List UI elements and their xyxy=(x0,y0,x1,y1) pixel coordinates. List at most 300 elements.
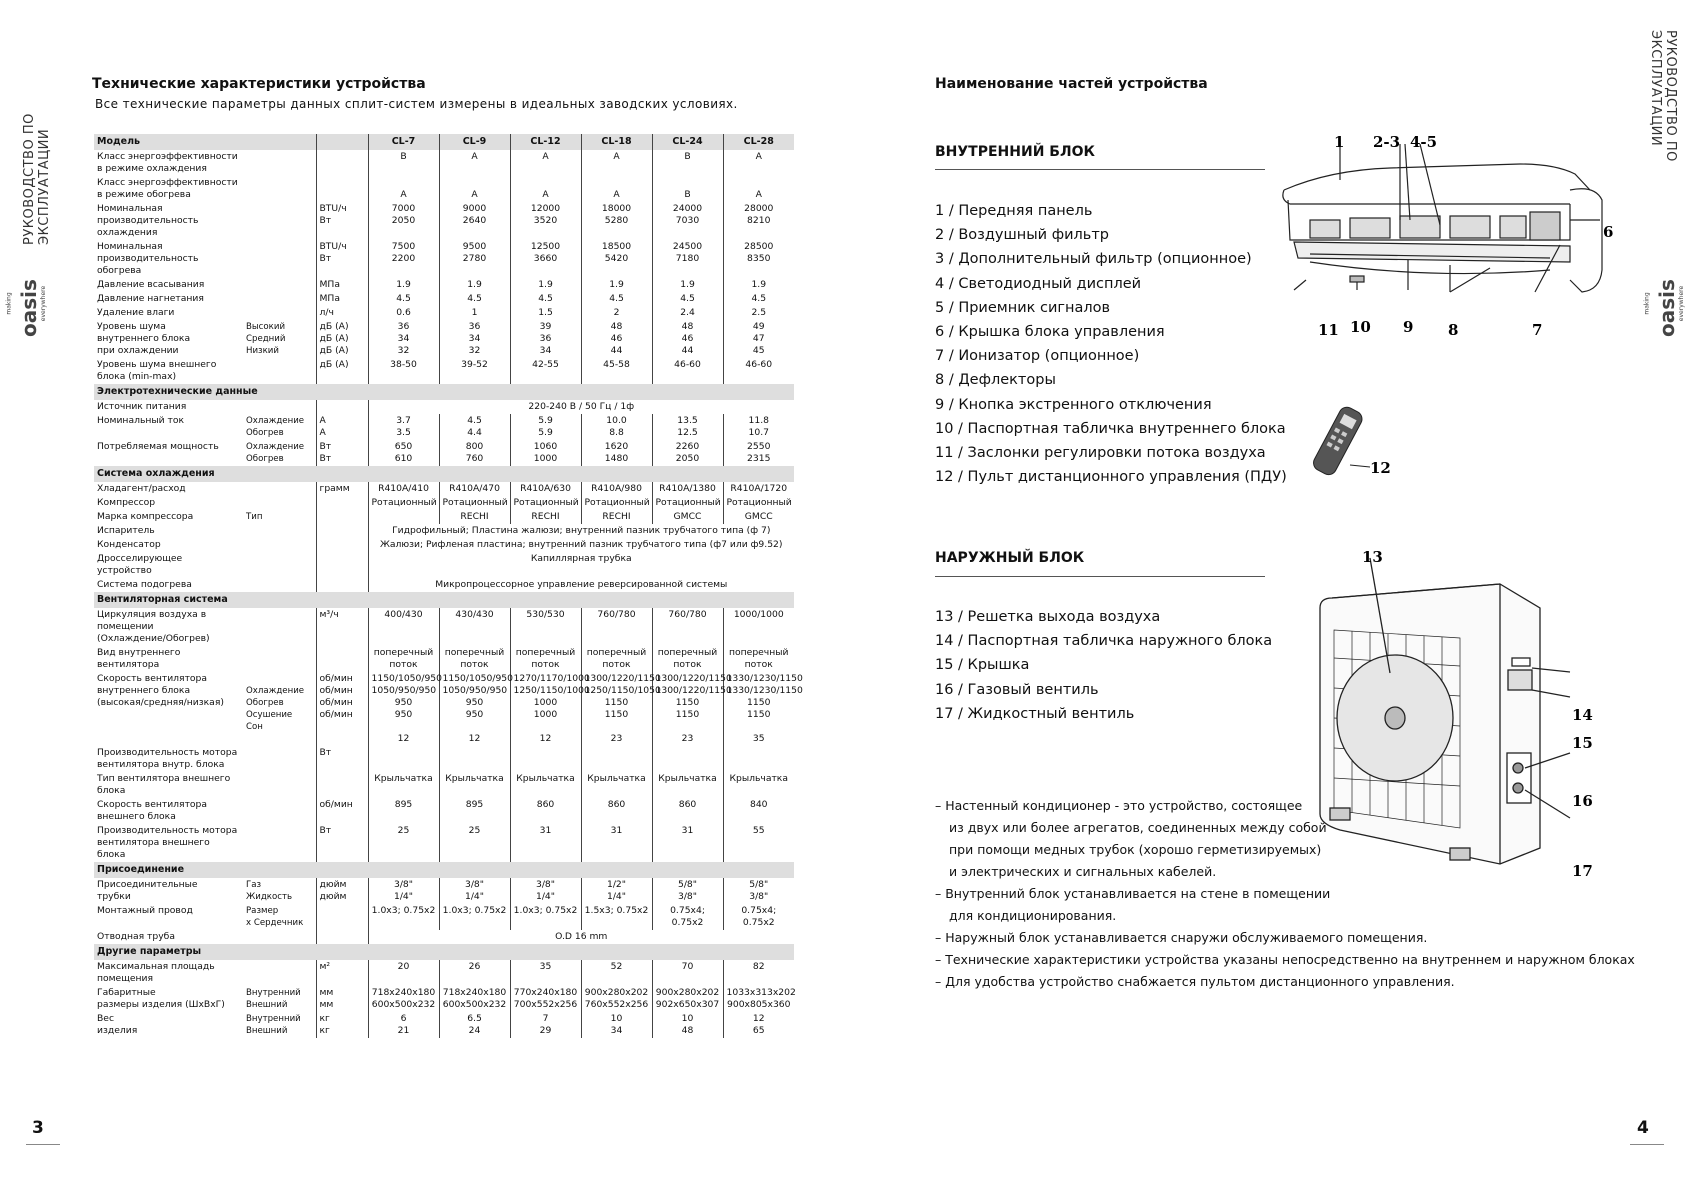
row-label: Монтажный провод xyxy=(97,905,193,916)
section-label: Электротехнические данные xyxy=(94,384,794,400)
indoor-unit-diagram xyxy=(1270,130,1640,345)
row-unit: BTU/ч Вт xyxy=(316,240,368,278)
row-value: A xyxy=(510,176,581,202)
row-value: RECHI xyxy=(439,510,510,524)
row-value: 10 48 xyxy=(652,1012,723,1038)
row-span-value: 220-240 В / 50 Гц / 1ф xyxy=(368,400,794,414)
row-label: Номинальная производительность охлаждения xyxy=(97,203,199,238)
row-sublabel xyxy=(242,746,316,772)
row-value: поперечный поток xyxy=(723,646,794,672)
row-value: A xyxy=(723,150,794,176)
row-label: Вес изделия xyxy=(97,1013,138,1036)
table-row xyxy=(94,278,794,292)
spec-table xyxy=(94,134,803,1038)
indoor-part-item: 12 / Пульт дистанционного управления (ПДУ) xyxy=(935,469,1287,486)
table-row xyxy=(94,798,794,824)
header-model: CL-12 xyxy=(510,134,581,150)
row-value: 9500 2780 xyxy=(439,240,510,278)
row-value: 28000 8210 xyxy=(723,202,794,240)
table-row xyxy=(94,672,794,746)
row-value: 860 xyxy=(510,798,581,824)
table-row xyxy=(94,930,794,944)
row-value: 11.8 10.7 xyxy=(723,414,794,440)
table-row xyxy=(94,202,794,240)
row-value: 1620 1480 xyxy=(581,440,652,466)
row-unit: Вт xyxy=(316,824,368,862)
row-label: Максимальная площадь помещения xyxy=(97,961,215,984)
row-value: A xyxy=(581,176,652,202)
row-unit: грамм xyxy=(316,482,368,496)
row-value: 70 xyxy=(652,960,723,986)
header-unit xyxy=(316,134,368,150)
row-value: 1.5 xyxy=(510,306,581,320)
row-label: Номинальный ток xyxy=(97,415,185,426)
row-value: GMCC xyxy=(652,510,723,524)
row-value: 4.5 xyxy=(368,292,439,306)
outdoor-part-item: 14 / Паспортная табличка наружного блока xyxy=(935,633,1273,650)
row-value: 1/2" 1/4" xyxy=(581,878,652,904)
row-value: Ротационный xyxy=(581,496,652,510)
row-value: 6.5 24 xyxy=(439,1012,510,1038)
row-sublabel: Охлаждение Обогрев xyxy=(246,416,305,438)
table-row xyxy=(94,746,794,772)
section-label: Присоединение xyxy=(94,862,794,878)
row-value: 1.0x3; 0.75x2 xyxy=(510,904,581,930)
table-section-row xyxy=(94,384,794,400)
logo-top: making xyxy=(1643,292,1651,315)
row-label: Уровень шума внутреннего блока при охлаждении xyxy=(97,321,191,356)
row-label: Дросселирующее устройство xyxy=(97,553,183,576)
callout-6: 6 xyxy=(1603,223,1614,241)
row-unit xyxy=(316,578,368,592)
row-unit: об/мин об/мин об/мин об/мин xyxy=(316,672,368,746)
logo-bottom: everywhere xyxy=(40,285,48,322)
row-value: 760/780 xyxy=(652,608,723,646)
table-row xyxy=(94,400,794,414)
row-unit xyxy=(316,400,368,414)
indoor-part-item: 7 / Ионизатор (опционное) xyxy=(935,348,1140,365)
row-label: Марка компрессора xyxy=(97,511,194,522)
indoor-part-item: 4 / Светодиодный дисплей xyxy=(935,275,1142,292)
callout-17: 17 xyxy=(1572,862,1593,880)
row-value: A xyxy=(510,150,581,176)
row-value: 1.0x3; 0.75x2 xyxy=(439,904,510,930)
row-sublabel xyxy=(242,202,316,240)
row-value: 12500 3660 xyxy=(510,240,581,278)
outdoor-heading-rule xyxy=(935,576,1265,577)
row-value: 13.5 12.5 xyxy=(652,414,723,440)
table-row xyxy=(94,320,794,358)
row-value: A xyxy=(439,176,510,202)
section-label: Система охлаждения xyxy=(94,466,794,482)
row-value: 860 xyxy=(652,798,723,824)
row-value: 2.4 xyxy=(652,306,723,320)
outdoor-heading: НАРУЖНЫЙ БЛОК xyxy=(935,550,1085,566)
table-section-row xyxy=(94,944,794,960)
row-sublabel xyxy=(242,292,316,306)
row-unit: А А xyxy=(316,414,368,440)
table-row xyxy=(94,306,794,320)
row-value: 24000 7030 xyxy=(652,202,723,240)
row-sublabel xyxy=(242,608,316,646)
row-value: 895 xyxy=(439,798,510,824)
header-model: CL-24 xyxy=(652,134,723,150)
row-value: 0.75x4; 0.75x2 xyxy=(652,904,723,930)
row-value: 4.5 xyxy=(652,292,723,306)
logo-main: oasis xyxy=(1654,279,1679,337)
row-value: 12 65 xyxy=(723,1012,794,1038)
row-value xyxy=(368,746,439,772)
row-label: Производительность мотора вентилятора внешнего блока xyxy=(97,825,238,860)
row-label: Испаритель xyxy=(97,525,155,536)
spec-title: Технические характеристики устройства xyxy=(92,76,426,92)
row-value: 1033x313x202 900x805x360 xyxy=(723,986,794,1012)
row-value: 4.5 xyxy=(510,292,581,306)
row-value: 4.5 xyxy=(581,292,652,306)
callout-15: 15 xyxy=(1572,734,1593,752)
callout-16: 16 xyxy=(1572,792,1593,810)
row-value: 7 29 xyxy=(510,1012,581,1038)
note-line: из двух или более агрегатов, соединенных между собой xyxy=(949,820,1327,835)
row-value: Крыльчатка xyxy=(368,772,439,798)
outdoor-part-item: 15 / Крышка xyxy=(935,657,1030,674)
row-value: 1.9 xyxy=(368,278,439,292)
row-value: 1.9 xyxy=(510,278,581,292)
indoor-part-item: 3 / Дополнительный фильтр (опционное) xyxy=(935,251,1252,268)
table-row xyxy=(94,578,794,592)
row-value: 28500 8350 xyxy=(723,240,794,278)
row-unit xyxy=(316,510,368,524)
row-value: 31 xyxy=(510,824,581,862)
row-unit xyxy=(316,904,368,930)
header-model: CL-7 xyxy=(368,134,439,150)
row-value: B xyxy=(652,150,723,176)
row-label: Циркуляция воздуха в помещении (Охлаждение/Обогрев) xyxy=(97,609,210,644)
table-row xyxy=(94,646,794,672)
row-label: Удаление влаги xyxy=(97,307,175,318)
row-value: R410A/410 xyxy=(368,482,439,496)
note-line: – Для удобства устройство снабжается пультом дистанционного управления. xyxy=(935,974,1455,989)
indoor-heading: ВНУТРЕННИЙ БЛОК xyxy=(935,144,1095,160)
outdoor-parts-list xyxy=(935,605,1272,726)
row-value: Крыльчатка xyxy=(510,772,581,798)
table-row xyxy=(94,878,794,904)
row-unit: МПа xyxy=(316,292,368,306)
row-sublabel xyxy=(242,306,316,320)
row-value: 7000 2050 xyxy=(368,202,439,240)
row-span-value: Капиллярная трубка xyxy=(368,552,794,578)
indoor-parts-list xyxy=(935,199,1287,489)
row-value xyxy=(510,746,581,772)
row-label: Давление нагнетания xyxy=(97,293,204,304)
row-value: 895 xyxy=(368,798,439,824)
callout-8: 8 xyxy=(1448,321,1459,339)
row-value: 45-58 xyxy=(581,358,652,384)
row-value: 36 34 32 xyxy=(368,320,439,358)
row-value: R410A/1720 xyxy=(723,482,794,496)
table-row xyxy=(94,824,794,862)
row-unit: BTU/ч Вт xyxy=(316,202,368,240)
row-sublabel: Размер х Сердечник xyxy=(246,906,304,928)
page-rule-right xyxy=(1630,1144,1664,1145)
row-label: Конденсатор xyxy=(97,539,161,550)
row-label: Отводная труба xyxy=(97,931,175,942)
indoor-part-item: 1 / Передняя панель xyxy=(935,203,1093,219)
row-value: 1 xyxy=(439,306,510,320)
row-value: 4.5 xyxy=(723,292,794,306)
row-span-value: O.D 16 mm xyxy=(368,930,794,944)
row-value: 1000/1000 xyxy=(723,608,794,646)
table-header-row xyxy=(94,134,794,150)
row-value: Крыльчатка xyxy=(652,772,723,798)
row-value: 900x280x202 902x650x307 xyxy=(652,986,723,1012)
row-value: поперечный поток xyxy=(510,646,581,672)
row-value: A xyxy=(439,150,510,176)
row-sublabel: Внутренний Внешний xyxy=(246,1014,301,1036)
row-value: 46-60 xyxy=(723,358,794,384)
header-model: CL-28 xyxy=(723,134,794,150)
row-sublabel xyxy=(242,930,316,944)
outdoor-part-item: 13 / Решетка выхода воздуха xyxy=(935,609,1161,625)
row-sublabel xyxy=(242,496,316,510)
indoor-part-item: 11 / Заслонки регулировки потока воздуха xyxy=(935,445,1266,462)
row-value: 31 xyxy=(581,824,652,862)
table-row xyxy=(94,496,794,510)
table-row xyxy=(94,538,794,552)
row-value: 860 xyxy=(581,798,652,824)
row-sublabel xyxy=(242,278,316,292)
row-label: Потребляемая мощность xyxy=(97,441,219,452)
row-value: 1.9 xyxy=(723,278,794,292)
row-value: A xyxy=(581,150,652,176)
row-sublabel xyxy=(242,538,316,552)
row-value: 4.5 xyxy=(439,292,510,306)
row-value: 4.5 4.4 xyxy=(439,414,510,440)
row-value: Крыльчатка xyxy=(723,772,794,798)
row-unit: дБ (А) дБ (А) дБ (А) xyxy=(316,320,368,358)
row-value xyxy=(652,746,723,772)
row-unit: м³/ч xyxy=(316,608,368,646)
row-value: 650 610 xyxy=(368,440,439,466)
row-value: Ротационный xyxy=(368,496,439,510)
callout-10: 10 xyxy=(1350,318,1371,336)
row-value: 770x240x180 700x552x256 xyxy=(510,986,581,1012)
row-value: 718x240x180 600x500x232 xyxy=(368,986,439,1012)
sidebar-manual-title-left: РУКОВОДСТВО ПО ЭКСПЛУАТАЦИИ xyxy=(22,113,52,245)
note-line: – Наружный блок устанавливается снаружи обслуживаемого помещения. xyxy=(935,930,1428,945)
row-sublabel xyxy=(242,482,316,496)
row-value: A xyxy=(723,176,794,202)
row-sublabel xyxy=(242,150,316,176)
row-value: 5/8" 3/8" xyxy=(652,878,723,904)
table-row xyxy=(94,608,794,646)
section-label: Другие параметры xyxy=(94,944,794,960)
row-sublabel xyxy=(242,960,316,986)
row-value: Ротационный xyxy=(652,496,723,510)
row-value: 18500 5420 xyxy=(581,240,652,278)
indoor-part-item: 8 / Дефлекторы xyxy=(935,372,1056,389)
row-value: 10 34 xyxy=(581,1012,652,1038)
row-value: 18000 5280 xyxy=(581,202,652,240)
row-sublabel xyxy=(242,646,316,672)
row-span-value: Микропроцессорное управление реверсированной системы xyxy=(368,578,794,592)
row-sublabel xyxy=(242,578,316,592)
row-value: Ротационный xyxy=(439,496,510,510)
row-value: 25 xyxy=(439,824,510,862)
row-value: 1330/1230/1150 1330/1230/1150 1150 1150 35 xyxy=(723,672,794,746)
row-sublabel: Охлаждение Обогрев Осушение Сон xyxy=(246,686,305,732)
note-line: – Настенный кондиционер - это устройство, состоящее xyxy=(935,798,1303,813)
row-value: 2550 2315 xyxy=(723,440,794,466)
row-label: Компрессор xyxy=(97,497,156,508)
row-value xyxy=(581,746,652,772)
row-value: 800 760 xyxy=(439,440,510,466)
row-value: B xyxy=(368,150,439,176)
row-value: 5/8" 3/8" xyxy=(723,878,794,904)
row-value: 2.5 xyxy=(723,306,794,320)
table-row xyxy=(94,176,794,202)
row-value: RECHI xyxy=(510,510,581,524)
note-line: при помощи медных трубок (хорошо герметизируемых) xyxy=(949,842,1322,857)
header-model-label: Модель xyxy=(94,134,316,150)
callout-11: 11 xyxy=(1318,321,1339,339)
row-value: 718x240x180 600x500x232 xyxy=(439,986,510,1012)
note-line: – Внутренний блок устанавливается на стене в помещении xyxy=(935,886,1331,901)
table-row xyxy=(94,414,794,440)
row-sublabel: Тип xyxy=(246,512,263,522)
parts-title: Наименование частей устройства xyxy=(935,76,1208,92)
row-label: Номинальная производительность обогрева xyxy=(97,241,199,276)
row-sublabel xyxy=(242,176,316,202)
row-value: 530/530 xyxy=(510,608,581,646)
note-line: и электрических и сигнальных кабелей. xyxy=(949,864,1217,879)
row-unit xyxy=(316,646,368,672)
row-unit: м² xyxy=(316,960,368,986)
row-unit xyxy=(316,150,368,176)
outdoor-unit-diagram xyxy=(1300,548,1630,888)
row-value: 900x280x202 760x552x256 xyxy=(581,986,652,1012)
callout-9: 9 xyxy=(1403,318,1414,336)
row-value: 1150/1050/950 1050/950/950 950 950 12 xyxy=(368,672,439,746)
row-value: 0.75x4; 0.75x2 xyxy=(723,904,794,930)
table-row xyxy=(94,150,794,176)
row-unit xyxy=(316,524,368,538)
section-label: Вентиляторная система xyxy=(94,592,794,608)
row-value: 0.6 xyxy=(368,306,439,320)
row-value: Крыльчатка xyxy=(581,772,652,798)
row-sublabel: Охлаждение Обогрев xyxy=(246,442,305,464)
row-value xyxy=(368,510,439,524)
row-sublabel xyxy=(242,400,316,414)
outdoor-part-item: 17 / Жидкостный вентиль xyxy=(935,705,1135,722)
row-value: Крыльчатка xyxy=(439,772,510,798)
callout-12: 12 xyxy=(1370,459,1391,477)
row-unit xyxy=(316,538,368,552)
row-value: 3.7 3.5 xyxy=(368,414,439,440)
row-unit: л/ч xyxy=(316,306,368,320)
row-sublabel xyxy=(242,358,316,384)
row-value: 31 xyxy=(652,824,723,862)
table-section-row xyxy=(94,592,794,608)
row-unit: об/мин xyxy=(316,798,368,824)
row-value: поперечный поток xyxy=(581,646,652,672)
row-unit xyxy=(316,552,368,578)
row-value: 3/8" 1/4" xyxy=(510,878,581,904)
row-value: 1150/1050/950 1050/950/950 950 950 12 xyxy=(439,672,510,746)
row-value: 1060 1000 xyxy=(510,440,581,466)
row-value: B xyxy=(652,176,723,202)
callout-2-3: 2-3 xyxy=(1373,133,1401,151)
row-value: 38-50 xyxy=(368,358,439,384)
table-row xyxy=(94,482,794,496)
row-value: 1270/1170/1000 1250/1150/1000 1000 1000 12 xyxy=(510,672,581,746)
row-label: Скорость вентилятора внешнего блока xyxy=(97,799,208,822)
row-label: Класс энергоэффективности в режиме обогрева xyxy=(97,177,238,200)
row-label: Присоединительные трубки xyxy=(97,879,198,902)
row-value: 1.0x3; 0.75x2 xyxy=(368,904,439,930)
row-value: 3/8" 1/4" xyxy=(439,878,510,904)
row-value: 6 21 xyxy=(368,1012,439,1038)
row-value: 48 46 44 xyxy=(652,320,723,358)
row-value: 82 xyxy=(723,960,794,986)
row-value xyxy=(439,746,510,772)
row-value: R410A/630 xyxy=(510,482,581,496)
note-line: для кондиционирования. xyxy=(949,908,1117,923)
row-value: 3/8" 1/4" xyxy=(368,878,439,904)
sidebar-manual-title-right: РУКОВОДСТВО ПО ЭКСПЛУАТАЦИИ xyxy=(1648,30,1678,162)
row-value: Ротационный xyxy=(510,496,581,510)
row-label: Тип вентилятора внешнего блока xyxy=(97,773,231,796)
row-value: RECHI xyxy=(581,510,652,524)
outdoor-part-item: 16 / Газовый вентиль xyxy=(935,681,1099,698)
row-sublabel xyxy=(242,524,316,538)
row-label: Источник питания xyxy=(97,401,187,412)
row-value: 400/430 xyxy=(368,608,439,646)
row-value: 1.9 xyxy=(652,278,723,292)
row-value: 39 36 34 xyxy=(510,320,581,358)
row-value: поперечный поток xyxy=(439,646,510,672)
row-value: поперечный поток xyxy=(652,646,723,672)
page-number-left: 3 xyxy=(32,1118,44,1138)
row-value: R410A/1380 xyxy=(652,482,723,496)
row-unit: МПа xyxy=(316,278,368,292)
row-span-value: Жалюзи; Рифленая пластина; внутренний пазник трубчатого типа (ф7 или ф9.52) xyxy=(368,538,794,552)
indoor-part-item: 10 / Паспортная табличка внутреннего блока xyxy=(935,420,1286,437)
row-value: 5.9 5.9 xyxy=(510,414,581,440)
page-number-right: 4 xyxy=(1637,1118,1649,1138)
indoor-heading-rule xyxy=(935,169,1265,170)
row-unit: дБ (А) xyxy=(316,358,368,384)
indoor-part-item: 5 / Приемник сигналов xyxy=(935,299,1111,316)
row-unit: мм мм xyxy=(316,986,368,1012)
row-value: поперечный поток xyxy=(368,646,439,672)
row-value: 20 xyxy=(368,960,439,986)
table-row xyxy=(94,552,794,578)
row-unit: кг кг xyxy=(316,1012,368,1038)
row-sublabel xyxy=(242,772,316,798)
table-row xyxy=(94,960,794,986)
row-value: R410A/470 xyxy=(439,482,510,496)
table-row xyxy=(94,510,794,524)
row-sublabel xyxy=(242,824,316,862)
row-label: Класс энергоэффективности в режиме охлаждения xyxy=(97,151,238,174)
table-row xyxy=(94,986,794,1012)
row-value: 1300/1220/1150 1300/1220/1150 1150 1150 23 xyxy=(652,672,723,746)
row-label: Вид внутреннего вентилятора xyxy=(97,647,181,670)
row-value: Ротационный xyxy=(723,496,794,510)
row-value: 12000 3520 xyxy=(510,202,581,240)
row-sublabel xyxy=(242,240,316,278)
